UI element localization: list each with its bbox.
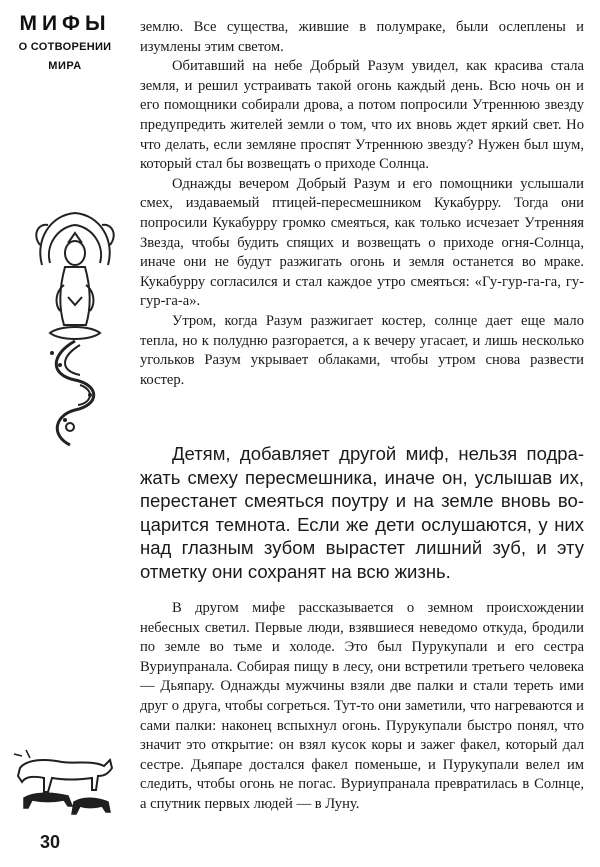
animals-illustration <box>12 746 122 824</box>
header-subtitle-2: МИРА <box>48 60 82 72</box>
section-header <box>6 12 124 74</box>
paragraph: Утром, когда Разум разжигает костер, солнце дает еще мало тепла, но к полудню разгорается, а к вечеру угасает, и лишь несколько угольков Разум укрывает облаками, чтобы утром снова развести костер. <box>140 312 584 388</box>
page-number: 30 <box>40 832 61 852</box>
highlighted-quote <box>140 442 584 584</box>
main-text-bottom <box>140 599 584 815</box>
paragraph: Однажды вечером Добрый Разум и его помощники услышали смех, издаваемый птицей-пересмешником Кукабурру. Тогда они попросили Кукабурру громко смеяться, как только исчезает Утренняя Звезда, чтобы будить спящих и возвещать о приходе огня-Солнца, иначе они не будут разжигать огонь и земля останется во мраке. Кукабурру согласился и стал каждое утро смеяться: «Гу-гур-га-га, гу-гур-га-а». <box>140 175 584 310</box>
quote-text: Детям, добавляет другой миф, нельзя подражать смеху пересмешника, иначе он, услышав их, перестанет смеяться поутру и на земле вновь воцарится темнота. Если же дети ослушаются, у них над глазным зубом вырастет лишний зуб, и эту отметку они сохранят на всю жизнь. <box>140 443 584 582</box>
header-title: МИФЫ <box>19 12 111 35</box>
paragraph: В другом мифе рассказывается о земном происхождении небесных светил. Первые люди, взявшиеся неведомо откуда, бродили по земле во тьме и холоде. Это был Пурукупали и его сестра Вуриупранала. Собирая пищу в лесу, они встретили третьего человека — Дьяпару. Однажды мужчины взяли две палки и стали тереть ими друг о друга, чтобы согреться. Тут-то они заметили, что нагреваются и сами палки: наконец вспыхнул огонь. Пурукупали быстро понял, что значит это открытие: он взял кусок коры и зажег факел, который дал сестре. Дьяпаре достался факел поменьше, и Пурукупали велел им следить, чтобы огонь не погас. Вуриупранала превратилась в Солнце, а спутник первых людей — в Луну. <box>140 600 584 812</box>
paragraph: землю. Все существа, жившие в полумраке, были ослеплены и изумлены этим светом. <box>140 19 584 55</box>
header-subtitle: О СОТВОРЕНИИ <box>18 41 112 53</box>
paragraph: Обитавший на небе Добрый Разум увидел, как красива стала земля, и решил устраивать такой огонь каждый день. Всю ночь он и его помощники собирали дрова, а потом попросили Утреннюю звезду предупредить жителей земли о том, что их вновь ждет яркий свет. Но что делать, если земляне проспят Утреннюю звезду? Нужен был шум, который стал бы возвещать о приходе Солнца. <box>140 58 584 173</box>
main-text-top <box>140 18 584 390</box>
deity-illustration <box>30 205 120 450</box>
